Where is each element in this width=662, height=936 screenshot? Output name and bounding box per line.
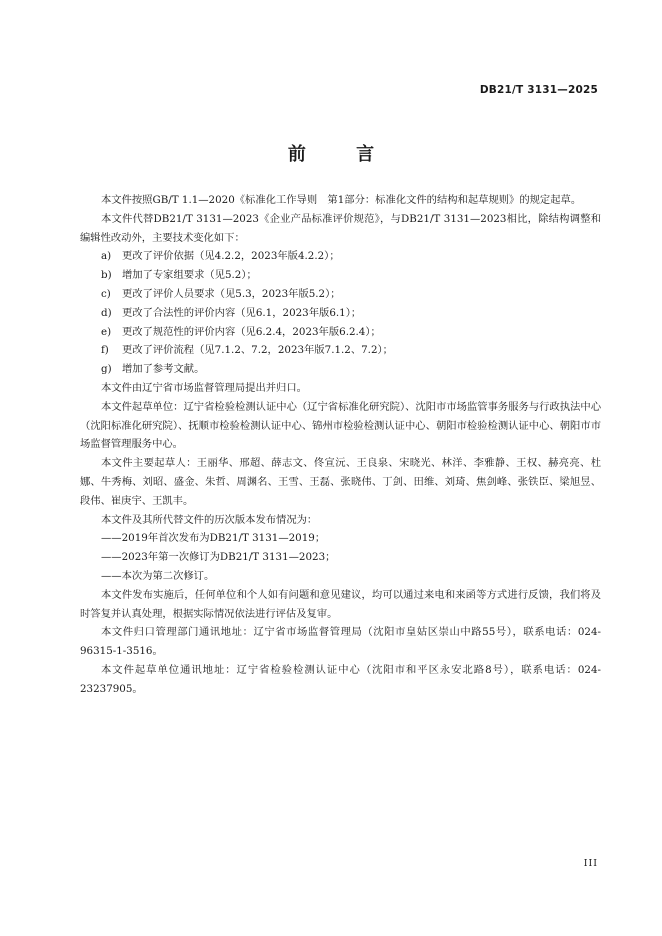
change-item-text: 更改了评价流程（见7.1.2、7.2，2023年版7.1.2、7.2）；	[122, 344, 393, 357]
change-item-label: b)	[101, 269, 112, 282]
change-item	[80, 285, 601, 304]
change-item-text: 更改了合法性的评价内容（见6.1，2023年版6.1）；	[122, 306, 362, 319]
change-item-label: d)	[101, 306, 112, 319]
change-item	[80, 360, 601, 379]
page-title: 前 言	[287, 144, 397, 165]
history-item: ——2023年第一次修订为DB21/T 3131—2023；	[101, 551, 336, 564]
drafting-units-paragraph: 本文件起草单位：辽宁省检验检测认证中心（辽宁省标准化研究院）、沈阳市市场监管事务服务与行政执法中心（沈阳标准化研究院）、抚顺市检验检测认证中心、锦州市检验检测认证中心、朝阳市检验检测认证中心、朝阳市市场监督管理服务中心。	[80, 400, 601, 451]
authority-address-paragraph: 本文件归口管理部门通讯地址：辽宁省市场监督管理局（沈阳市皇姑区崇山中路55号），联系电话：024-96315-1-3516。	[80, 626, 601, 658]
document-code: DB21/T 3131—2025	[479, 84, 598, 96]
intro-paragraph: 本文件代替DB21/T 3131—2023《企业产品标准评价规范》，与DB21/T 3131—2023相比，除结构调整和编辑性改动外，主要技术变化如下：	[80, 212, 601, 244]
intro-paragraph: 本文件按照GB/T 1.1—2020《标准化工作导则 第1部分：标准化文件的结构和起草规则》的规定起草。	[101, 194, 582, 206]
change-item-text: 更改了规范性的评价内容（见6.2.4，2023年版6.2.4）；	[122, 325, 381, 338]
change-item-text: 增加了专家组要求（见5.2）；	[122, 269, 257, 282]
history-item: ——本次为第二次修订。	[101, 569, 215, 582]
change-item-text: 增加了参考文献。	[122, 363, 205, 376]
history-item: ——2019年首次发布为DB21/T 3131—2019；	[101, 532, 326, 545]
change-item	[80, 304, 601, 323]
change-item	[80, 323, 601, 342]
change-item-label: c)	[101, 287, 111, 300]
drafter-address-paragraph: 本文件起草单位通讯地址：辽宁省检验检测认证中心（沈阳市和平区永安北路8号），联系电话：024-23237905。	[80, 663, 601, 695]
feedback-paragraph: 本文件发布实施后，任何单位和个人如有问题和意见建议，均可以通过来电和来函等方式进行反馈，我们将及时答复并认真处理，根据实际情况依法进行评估及复审。	[80, 588, 601, 620]
change-item-label: e)	[101, 325, 112, 338]
change-item-text: 更改了评价人员要求（见5.3，2023年版5.2）；	[122, 287, 341, 300]
change-item-text: 更改了评价依据（见4.2.2，2023年版4.2.2）；	[122, 250, 340, 263]
page-number: III	[583, 858, 598, 869]
history-intro-paragraph: 本文件及其所代替文件的历次版本发布情况为：	[101, 513, 318, 526]
change-item	[80, 247, 601, 266]
change-item-label: f)	[101, 344, 109, 357]
change-item-label: a)	[101, 250, 112, 263]
drafters-paragraph: 本文件主要起草人：王丽华、邢超、薛志文、佟宣沅、王良泉、宋晓光、林洋、李雅静、王权、赫亮亮、杜娜、牛秀梅、刘昭、盛金、朱哲、周渊名、王雪、王磊、张晓伟、丁剑、田维、刘琦、焦剑峰、张铁臣、梁旭昱、段伟、崔庚宇、王凯丰。	[80, 457, 601, 507]
document-body	[80, 191, 601, 699]
version-history	[80, 529, 601, 585]
change-item-label: g)	[101, 363, 112, 376]
change-list	[80, 247, 601, 379]
body-paragraph: 本文件由辽宁省市场监督管理局提出并归口。	[101, 381, 307, 394]
change-item	[80, 341, 601, 360]
change-item	[80, 266, 601, 285]
